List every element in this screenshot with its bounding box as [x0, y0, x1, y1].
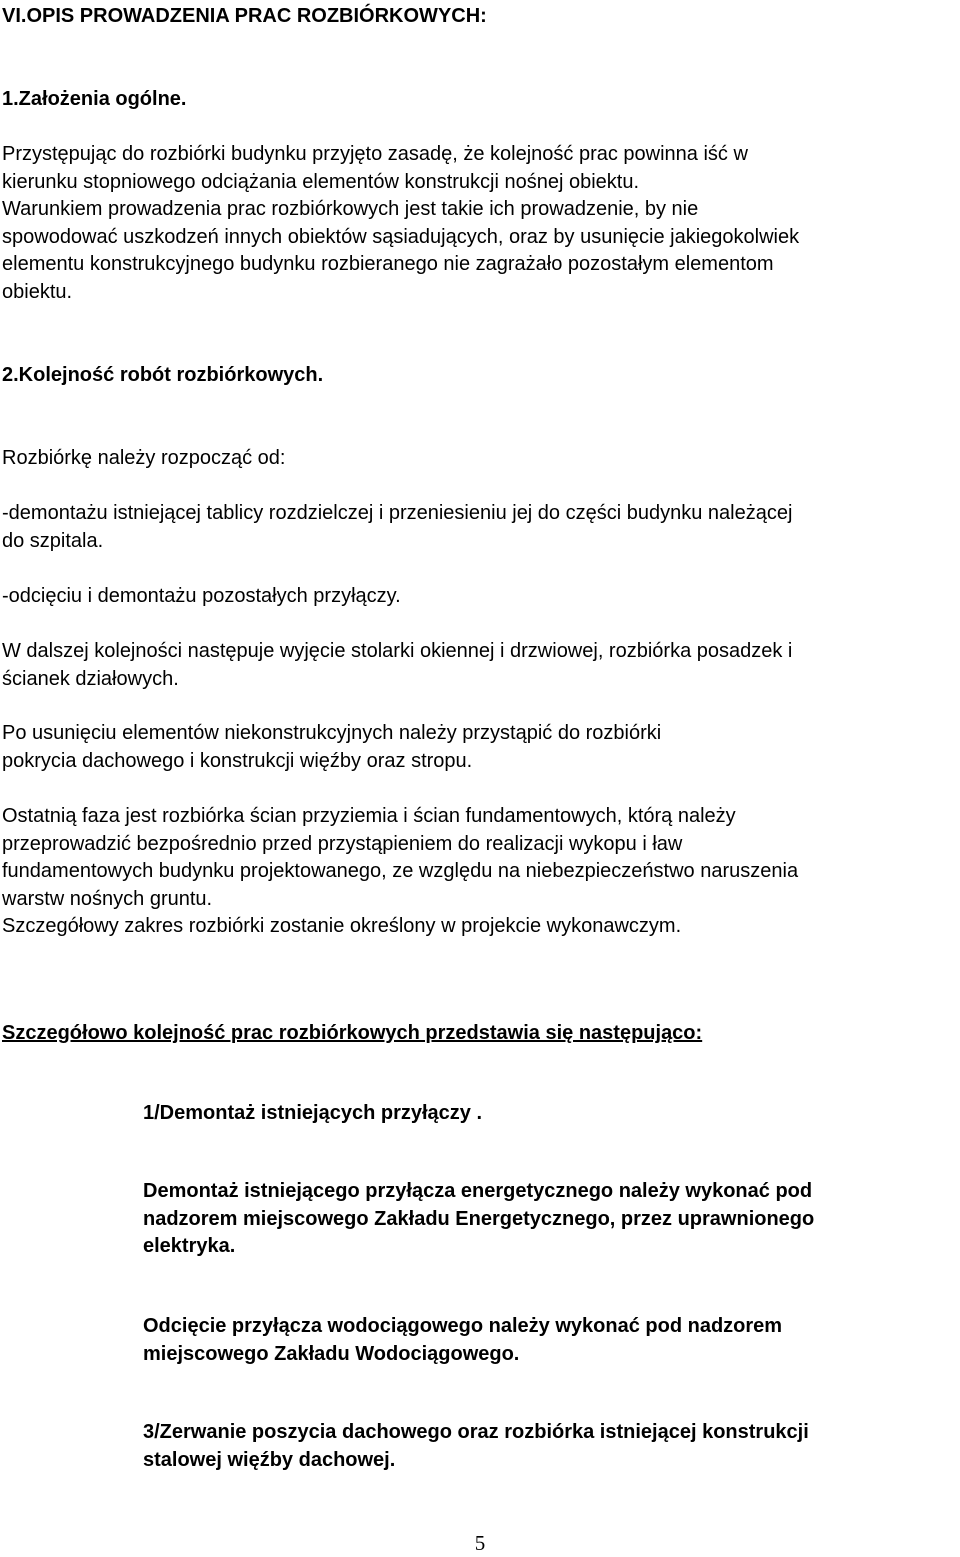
- step1-heading: [143, 1100, 956, 1128]
- text-line: Ostatnią faza jest rozbiórka ścian przyziemia i ścian fundamentowych, którą należy: [2, 805, 736, 827]
- text-line: obiektu.: [2, 280, 73, 303]
- step1-water: [143, 1313, 956, 1368]
- text-line: elektryka.: [143, 1235, 236, 1257]
- text-line: do szpitala.: [2, 529, 104, 552]
- text-line: fundamentowych budynku projektowanego, ze względu na niebezpieczeństwo naruszenia: [2, 860, 799, 882]
- heading-text: 1.Założenia ogólne.: [2, 88, 187, 110]
- text-line: ścianek działowych.: [2, 667, 179, 690]
- text-line: Przystępując do rozbiórki budynku przyjęto zasadę, że kolejność prac powinna iść w: [2, 143, 748, 165]
- text-line: spowodować uszkodzeń innych obiektów sąsiadujących, oraz by usunięcie jakiegokolwiek: [2, 225, 800, 248]
- text-line: 3/Zerwanie poszycia dachowego oraz rozbiórka istniejącej konstrukcji: [143, 1421, 809, 1443]
- text-line: -odcięciu i demontażu pozostałych przyłączy.: [2, 585, 401, 607]
- paragraph-intro: [2, 445, 956, 473]
- paragraph-general: [2, 141, 956, 306]
- paragraph-connections: [2, 583, 956, 611]
- step1-electric: [143, 1178, 956, 1261]
- detail-heading: [2, 1020, 956, 1048]
- detail-heading-text: Szczegółowo kolejność prac rozbiórkowych przedstawia się następująco:: [2, 1022, 703, 1044]
- text-line: Szczegółowy zakres rozbiórki zostanie określony w projekcie wykonawczym.: [2, 915, 682, 937]
- text-line: Rozbiórkę należy rozpocząć od:: [2, 447, 286, 469]
- text-line: Odcięcie przyłącza wodociągowego należy wykonać pod nadzorem: [143, 1315, 783, 1337]
- section-title-text: VI.OPIS PROWADZENIA PRAC ROZBIÓRKOWYCH:: [2, 5, 487, 27]
- paragraph-switchboard: [2, 500, 956, 555]
- text-line: miejscowego Zakładu Wodociągowego.: [143, 1342, 520, 1365]
- text-line: kierunku stopniowego odciążania elementów konstrukcji nośnej obiektu.: [2, 170, 640, 193]
- paragraph-foundations: [2, 803, 956, 941]
- text-line: nadzorem miejscowego Zakładu Energetycznego, przez uprawnionego: [143, 1207, 815, 1230]
- step3-heading: [143, 1419, 956, 1474]
- section-title: [2, 3, 956, 31]
- text-line: W dalszej kolejności następuje wyjęcie stolarki okiennej i drzwiowej, rozbiórka posadzek i: [2, 640, 793, 662]
- page-number: 5: [474, 1531, 486, 1555]
- paragraph-roof: [2, 720, 956, 775]
- text-line: -demontażu istniejącej tablicy rozdzielczej i przeniesieniu jej do części budynku należącej: [2, 502, 793, 524]
- text-line: warstw nośnych gruntu.: [2, 887, 213, 910]
- paragraph-joinery: [2, 638, 956, 693]
- text-line: stalowej więźby dachowej.: [143, 1448, 396, 1471]
- heading-general-assumptions: [2, 86, 956, 114]
- heading-text: 2.Kolejność robót rozbiórkowych.: [2, 364, 324, 386]
- text-line: przeprowadzić bezpośrednio przed przystąpieniem do realizacji wykopu i ław: [2, 832, 683, 855]
- text-line: Po usunięciu elementów niekonstrukcyjnych należy przystąpić do rozbiórki: [2, 722, 662, 744]
- text-line: Warunkiem prowadzenia prac rozbiórkowych jest takie ich prowadzenie, by nie: [2, 198, 699, 220]
- text-line: pokrycia dachowego i konstrukcji więźby oraz stropu.: [2, 749, 473, 772]
- step-heading-text: 1/Demontaż istniejących przyłączy .: [143, 1102, 483, 1124]
- heading-demolition-order: [2, 362, 956, 390]
- text-line: Demontaż istniejącego przyłącza energetycznego należy wykonać pod: [143, 1180, 813, 1202]
- text-line: elementu konstrukcyjnego budynku rozbieranego nie zagrażało pozostałym elementom: [2, 253, 774, 275]
